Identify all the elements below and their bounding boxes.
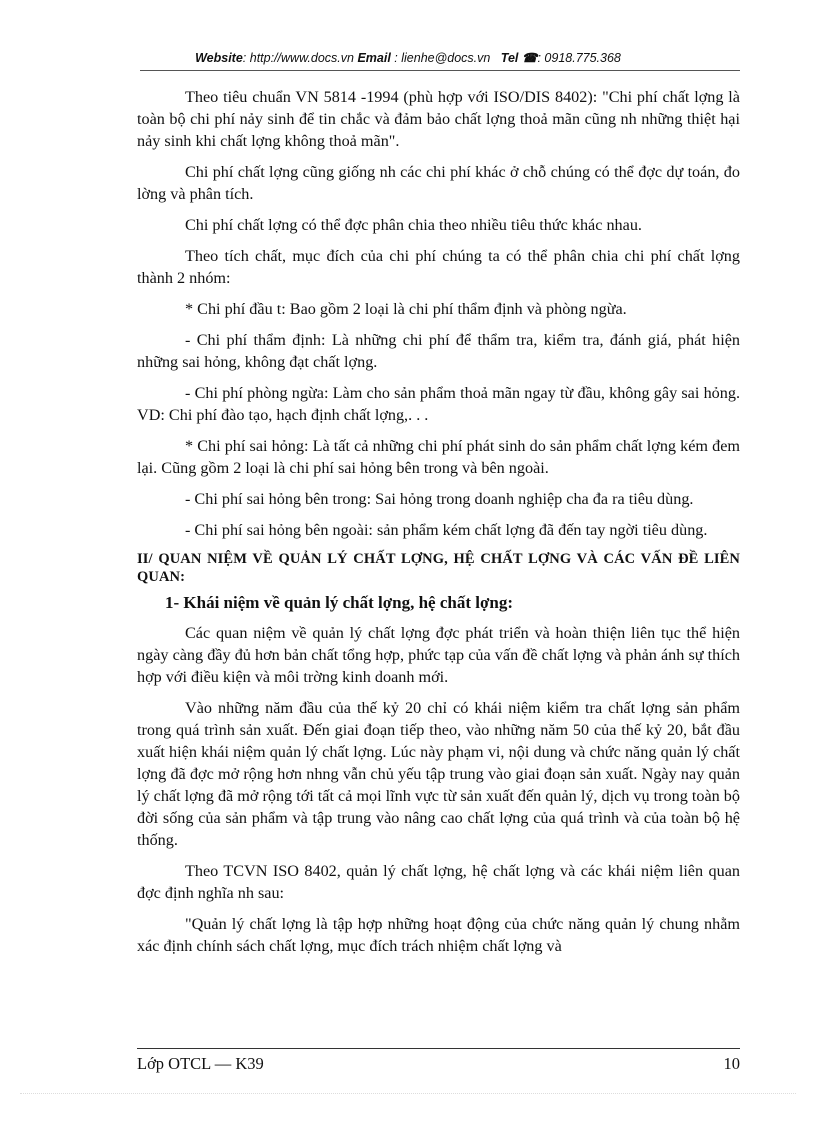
page-edge [20,1093,796,1094]
paragraph: Các quan niệm về quản lý chất lợng đợc phát triển và hoàn thiện liên tục thể hiện ngày càng đầy đủ hơn bản chất tổng hợp, phức tạp của vấn đề chất lợng và phản ánh sự thích hợp với điều kiện và môi trờng kinh doanh mới. [137,624,740,686]
tel-label: Tel [500,51,519,65]
paragraph: Chi phí chất lợng có thể đợc phân chia theo nhiều tiêu thức khác nhau. [185,216,642,234]
page-number: 10 [723,1054,740,1073]
paragraph: * Chi phí đầu t: Bao gồm 2 loại là chi phí thẩm định và phòng ngừa. [185,300,627,318]
phone-icon: ☎ [521,51,538,65]
footer-class-label: Lớp OTCL — K39 [137,1054,264,1073]
paragraph: Theo tiêu chuẩn VN 5814 -1994 (phù hợp với ISO/DIS 8402): "Chi phí chất lợng là toàn bộ chi phí nảy sinh để tin chắc và đảm bảo chất lợng thoả mãn cũng nh những thiệt hại nảy sinh khi chất lợng không thoả mãn". [137,88,740,150]
page-header [0,50,816,65]
website-label: Website [195,51,243,65]
paragraph: "Quản lý chất lợng là tập hợp những hoạt động của chức năng quản lý chung nhằm xác định chính sách chất lợng, mục đích trách nhiệm chất lợng và [137,915,740,955]
paragraph: Theo tích chất, mục đích của chi phí chúng ta có thể phân chia chi phí chất lợng thành 2 nhóm: [137,247,740,287]
paragraph: - Chi phí phòng ngừa: Làm cho sản phẩm thoả mãn ngay từ đầu, không gây sai hỏng. VD: Chi phí đào tạo, hạch định chất lợng,. . . [137,384,740,424]
footer-divider [137,1048,740,1049]
paragraph: Vào những năm đầu của thế kỷ 20 chỉ có khái niệm kiểm tra chất lợng sản phẩm trong quá trình sản xuất. Đến giai đoạn tiếp theo, vào những năm 50 của thế kỷ 20, bắt đầu xuất hiện khái niệm quản lý chất lợng. Lúc này phạm vi, nội dung và chức năng quản lý chất lợng đã đợc mở rộng hơn nhng vẫn chủ yếu tập trung vào giai đoạn sản xuất. Ngày nay quản lý chất lợng đã mở rộng tới tất cả mọi lĩnh vực từ sản xuất đến quản lý, dịch vụ trong toàn bộ đời sống của sản phẩm và tập trung vào nâng cao chất lợng của quá trình và của toàn bộ hệ thống. [137,699,740,849]
sub-heading: 1- Khái niệm về quản lý chất lợng, hệ chất lợng: [165,593,513,612]
paragraph: - Chi phí thẩm định: Là những chi phí để thẩm tra, kiểm tra, đánh giá, phát hiện những sai hỏng, không đạt chất lợng. [137,331,740,371]
header-divider [140,70,740,71]
paragraph: - Chi phí sai hỏng bên ngoài: sản phẩm kém chất lợng đã đến tay ngời tiêu dùng. [185,521,708,539]
section-heading: II/ QUAN NIỆM VỀ QUẢN LÝ CHẤT LỢNG, HỆ CHẤT LỢNG VÀ CÁC VẤN ĐỀ LIÊN QUAN: [137,551,740,585]
tel-value: : 0918.775.368 [537,51,621,65]
document-body [137,86,740,966]
paragraph: * Chi phí sai hỏng: Là tất cả những chi phí phát sinh do sản phẩm chất lợng kém đem lại. Cũng gồm 2 loại là chi phí sai hỏng bên trong và bên ngoài. [137,437,740,477]
paragraph: Chi phí chất lợng cũng giống nh các chi phí khác ở chỗ chúng có thể đợc dự toán, đo lờng và phân tích. [137,163,740,203]
paragraph: - Chi phí sai hỏng bên trong: Sai hỏng trong doanh nghiệp cha đa ra tiêu dùng. [185,490,694,508]
email-value[interactable]: : lienhe@docs.vn [390,51,491,65]
website-value[interactable]: : http://www.docs.vn [242,51,354,65]
paragraph: Theo TCVN ISO 8402, quản lý chất lợng, hệ chất lợng và các khái niệm liên quan đợc định nghĩa nh sau: [137,862,740,902]
email-label: Email [357,51,391,65]
